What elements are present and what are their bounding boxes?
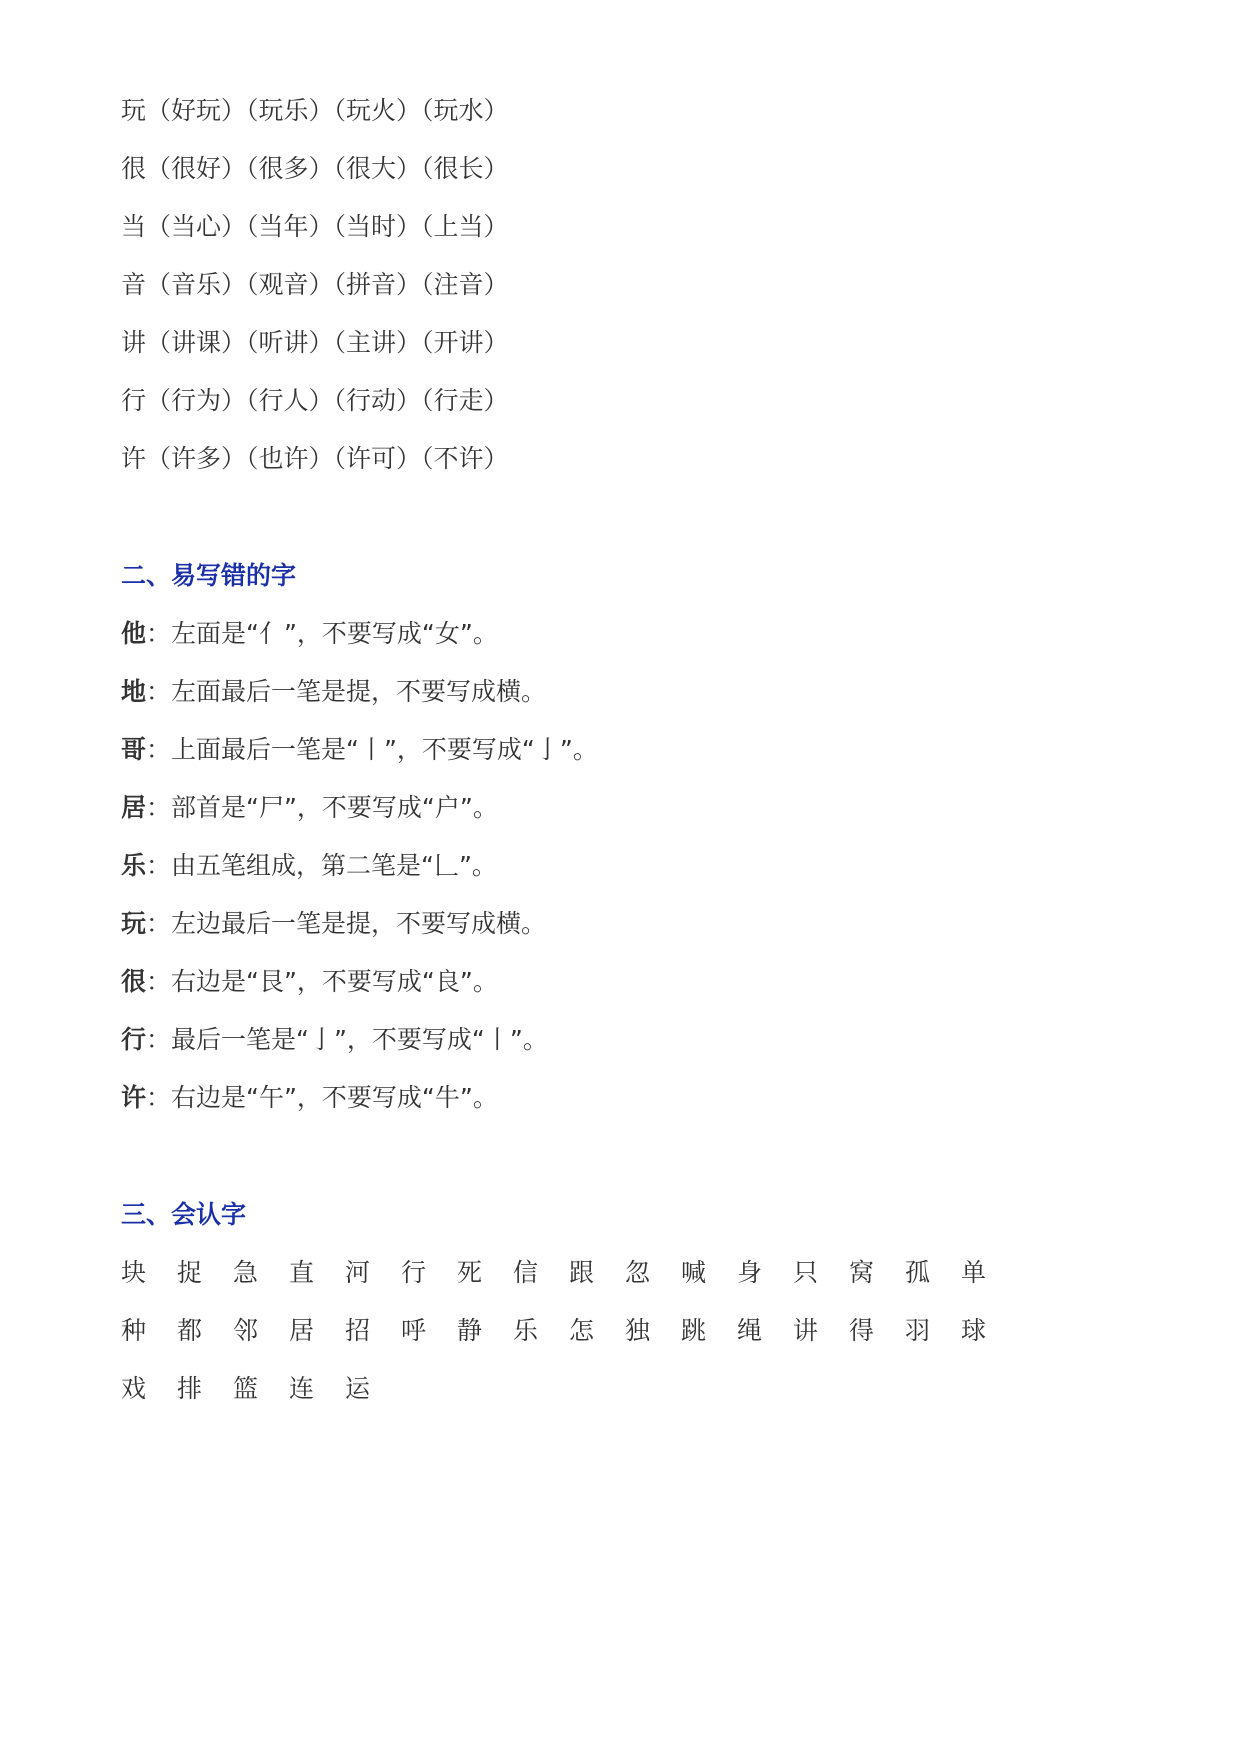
recognize-char: 呼: [401, 1316, 427, 1345]
word-group-line: 当（当心）（当年）（当时）（上当）: [121, 212, 509, 241]
item-note: ：左面最后一笔是提，不要写成横。: [146, 677, 547, 706]
miswritten-item: [121, 953, 598, 1011]
key-char: 很: [121, 967, 147, 996]
section-heading: 二、易写错的字: [121, 561, 297, 590]
miswritten-item: [121, 837, 598, 895]
key-char: 许: [121, 1083, 147, 1112]
item-note: ：最后一笔是“亅”，不要写成“丨”。: [146, 1025, 548, 1054]
recognize-char: 静: [457, 1316, 483, 1345]
recognize-char: 都: [177, 1316, 203, 1345]
recognize-char: 孤: [905, 1258, 931, 1287]
recognize-char: 行: [401, 1258, 427, 1287]
recognize-char: 排: [177, 1374, 203, 1403]
recognize-section: [121, 1186, 1017, 1418]
recognize-char: 独: [625, 1316, 651, 1345]
recognize-char: 得: [849, 1316, 875, 1345]
recognize-char: 篮: [233, 1374, 259, 1403]
recognize-char: 喊: [681, 1258, 707, 1287]
character-row: [121, 1244, 1017, 1302]
word-group-line: 讲（讲课）（听讲）（主讲）（开讲）: [121, 328, 509, 357]
recognize-char: 死: [457, 1258, 483, 1287]
item-note: ：左面是“亻”，不要写成“女”。: [146, 619, 498, 648]
recognize-char: 捉: [177, 1258, 203, 1287]
key-char: 行: [121, 1025, 147, 1054]
recognize-char: 乐: [513, 1316, 539, 1345]
word-group-line: 许（许多）（也许）（许可）（不许）: [121, 444, 509, 473]
word-group-line: 很（很好）（很多）（很大）（很长）: [121, 154, 509, 183]
recognize-char: 居: [289, 1316, 315, 1345]
recognize-char: 跟: [569, 1258, 595, 1287]
recognize-char: 运: [345, 1374, 371, 1403]
item-note: ：部首是“尸”，不要写成“户”。: [146, 793, 498, 822]
recognize-char: 直: [289, 1258, 315, 1287]
item-note: ：上面最后一笔是“丨”，不要写成“亅”。: [146, 735, 598, 764]
character-grid: [121, 1244, 1017, 1418]
section-heading: 三、会认字: [121, 1200, 247, 1229]
recognize-char: 忽: [625, 1258, 651, 1287]
recognize-char: 信: [513, 1258, 539, 1287]
recognize-char: 邻: [233, 1316, 259, 1345]
recognize-char: 球: [961, 1316, 987, 1345]
miswritten-section: [121, 547, 598, 1127]
miswritten-item: [121, 663, 598, 721]
key-char: 哥: [121, 735, 147, 764]
miswritten-item: [121, 779, 598, 837]
recognize-char: 窝: [849, 1258, 875, 1287]
recognize-char: 绳: [737, 1316, 763, 1345]
miswritten-item: [121, 605, 598, 663]
miswritten-item: [121, 1011, 598, 1069]
miswritten-item: [121, 721, 598, 779]
item-note: ：左边最后一笔是提，不要写成横。: [146, 909, 547, 938]
recognize-char: 身: [737, 1258, 763, 1287]
recognize-char: 跳: [681, 1316, 707, 1345]
miswritten-item: [121, 1069, 598, 1127]
key-char: 乐: [121, 851, 147, 880]
word-group-line: 玩（好玩）（玩乐）（玩火）（玩水）: [121, 96, 509, 125]
character-row: [121, 1360, 1017, 1418]
miswritten-item: [121, 895, 598, 953]
recognize-char: 招: [345, 1316, 371, 1345]
key-char: 玩: [121, 909, 147, 938]
key-char: 居: [121, 793, 147, 822]
recognize-char: 只: [793, 1258, 819, 1287]
item-note: ：由五笔组成，第二笔是“𠃊”。: [146, 851, 497, 880]
recognize-char: 讲: [793, 1316, 819, 1345]
recognize-char: 河: [345, 1258, 371, 1287]
recognize-char: 连: [289, 1374, 315, 1403]
recognize-char: 单: [961, 1258, 987, 1287]
item-note: ：右边是“艮”，不要写成“良”。: [146, 967, 498, 996]
recognize-char: 怎: [569, 1316, 595, 1345]
word-groups: [121, 82, 509, 488]
key-char: 他: [121, 619, 147, 648]
recognize-char: 块: [121, 1258, 147, 1287]
recognize-char: 种: [121, 1316, 147, 1345]
word-group-line: 音（音乐）（观音）（拼音）（注音）: [121, 270, 509, 299]
recognize-char: 戏: [121, 1374, 147, 1403]
recognize-char: 羽: [905, 1316, 931, 1345]
key-char: 地: [121, 677, 147, 706]
item-note: ：右边是“午”，不要写成“牛”。: [146, 1083, 498, 1112]
character-row: [121, 1302, 1017, 1360]
word-group-line: 行（行为）（行人）（行动）（行走）: [121, 386, 509, 415]
recognize-char: 急: [233, 1258, 259, 1287]
